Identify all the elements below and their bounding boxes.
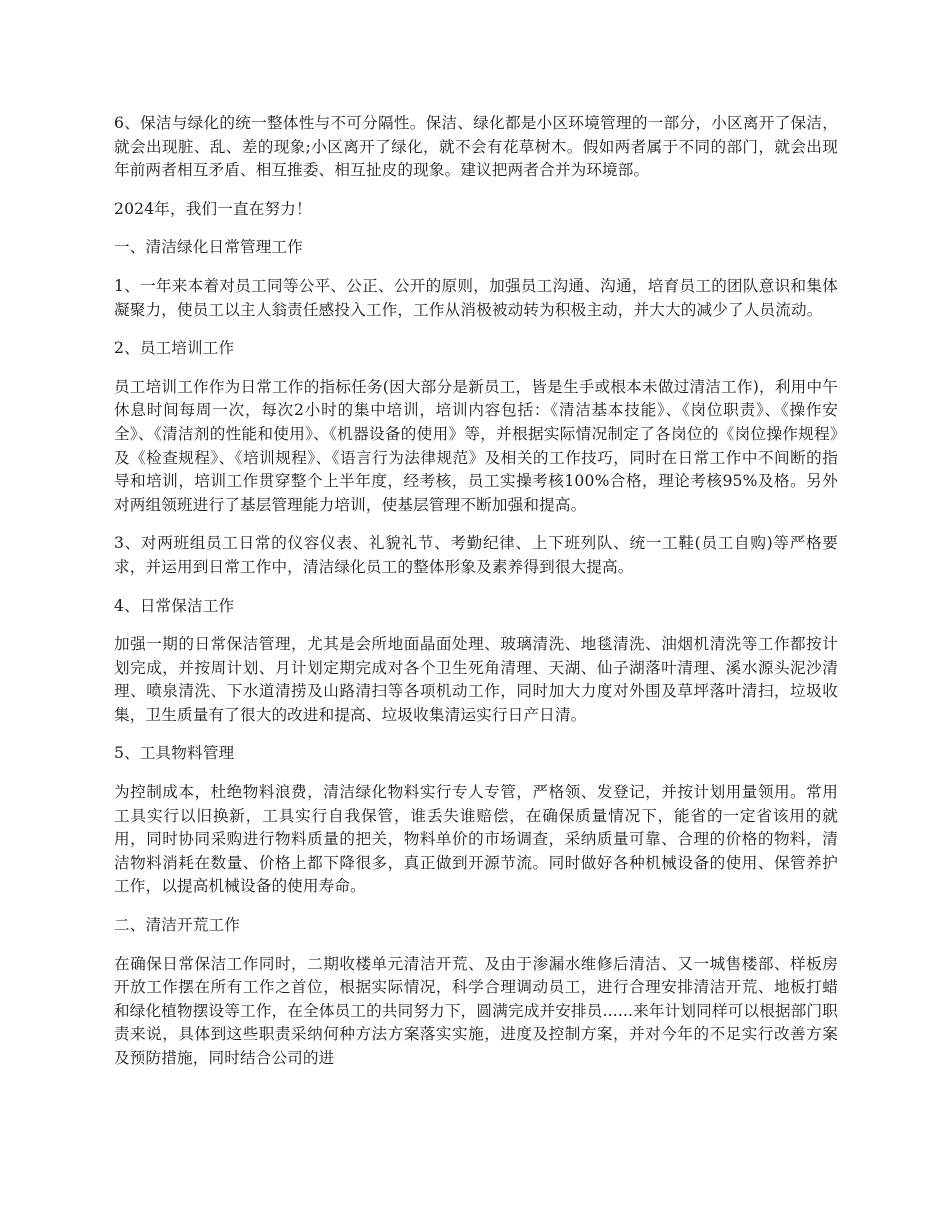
heading-daily-management: 一、清洁绿化日常管理工作 (114, 238, 303, 257)
document-body (114, 112, 838, 1086)
heading-cleaning-reclamation: 二、清洁开荒工作 (114, 916, 240, 935)
paragraph-tools-materials: 为控制成本，杜绝物料浪费，清洁绿化物料实行专人专管，严格领、发登记，并按计划用量领用。常用工具实行以旧换新，工具实行自我保管，谁丢失谁赔偿，在确保质量情况下，能省的一定省该用的就用，同时协同采购进行物料质量的把关，物料单价的市场调查，采纳质量可靠、合理的价格的物料，清洁物料消耗在数量、价格上都下降很多，真正做到开源节流。同时做好各种机械设备的使用、保管养护工作，以提高机械设备的使用寿命。 (114, 783, 838, 896)
paragraph-staff-training: 员工培训工作作为日常工作的指标任务(因大部分是新员工，皆是生手或根本未做过清洁工作)，利用中午休息时间每周一次，每次2小时的集中培训，培训内容包括：《清洁基本技能》、《岗位职责》、《操作安全》、《清洁剂的性能和使用》、《机器设备的使用》等，并根据实际情况制定了各岗位的《岗位操作规程》及《检查规程》、《培训规程》、《语言行为法律规范》及相关的工作技巧，同时在日常工作中不间断的指导和培训，培训工作贯穿整个上半年度，经考核，员工实操考核100%合格，理论考核95%及格。另外对两组领班进行了基层管理能力培训，使基层管理不断加强和提高。 (114, 377, 838, 514)
paragraph-year-effort: 2024年，我们一直在努力！ (114, 199, 312, 218)
paragraph-appearance-discipline: 3、对两班组员工日常的仪容仪表、礼貌礼节、考勤纪律、上下班列队、统一工鞋(员工自购)等严格要求，并运用到日常工作中，清洁绿化员工的整体形象及素养得到很大提高。 (114, 534, 838, 576)
paragraph-staff-communication: 1、一年来本着对员工同等公平、公正、公开的原则，加强员工沟通、沟通，培育员工的团队意识和集体凝聚力，使员工以主人翁责任感投入工作，工作从消极被动转为积极主动，并大大的减少了人员流动。 (114, 276, 838, 319)
heading-staff-training: 2、员工培训工作 (114, 339, 235, 358)
heading-daily-cleaning: 4、日常保洁工作 (114, 596, 235, 615)
paragraph-cleaning-reclamation: 在确保日常保洁工作同时，二期收楼单元清洁开荒、及由于渗漏水维修后清洁、又一城售楼部、样板房开放工作摆在所有工作之首位，根据实际情况，科学合理调动员工，进行合理安排清洁开荒、地板打蜡和绿化植物摆设等工作，在全体员工的共同努力下，圆满完成并安排员......来年计划同样可以根据部门职责来说，具体到这些职责采纳何种方法方案落实实施，进度及控制方案，并对今年的不足实行改善方案及预防措施，同时结合公司的进 (114, 954, 838, 1067)
paragraph-daily-cleaning: 加强一期的日常保洁管理，尤其是会所地面晶面处理、玻璃清洗、地毯清洗、油烟机清洗等工作都按计划完成，并按周计划、月计划定期完成对各个卫生死角清理、天湖、仙子湖落叶清理、溪水源头泥沙清理、喷泉清洗、下水道清捞及山路清扫等各项机动工作，同时加大力度对外围及草坪落叶清扫，垃圾收集，卫生质量有了很大的改进和提高、垃圾收集清运实行日产日清。 (114, 635, 838, 724)
paragraph-unified-cleaning-greening: 6、保洁与绿化的统一整体性与不可分隔性。保洁、绿化都是小区环境管理的一部分，小区离开了保洁，就会出现脏、乱、差的现象;小区离开了绿化，就不会有花草树木。假如两者属于不同的部门，就会出现年前两者相互矛盾、相互推委、相互扯皮的现象。建议把两者合并为环境部。 (114, 114, 838, 180)
heading-tools-materials: 5、工具物料管理 (114, 744, 235, 763)
